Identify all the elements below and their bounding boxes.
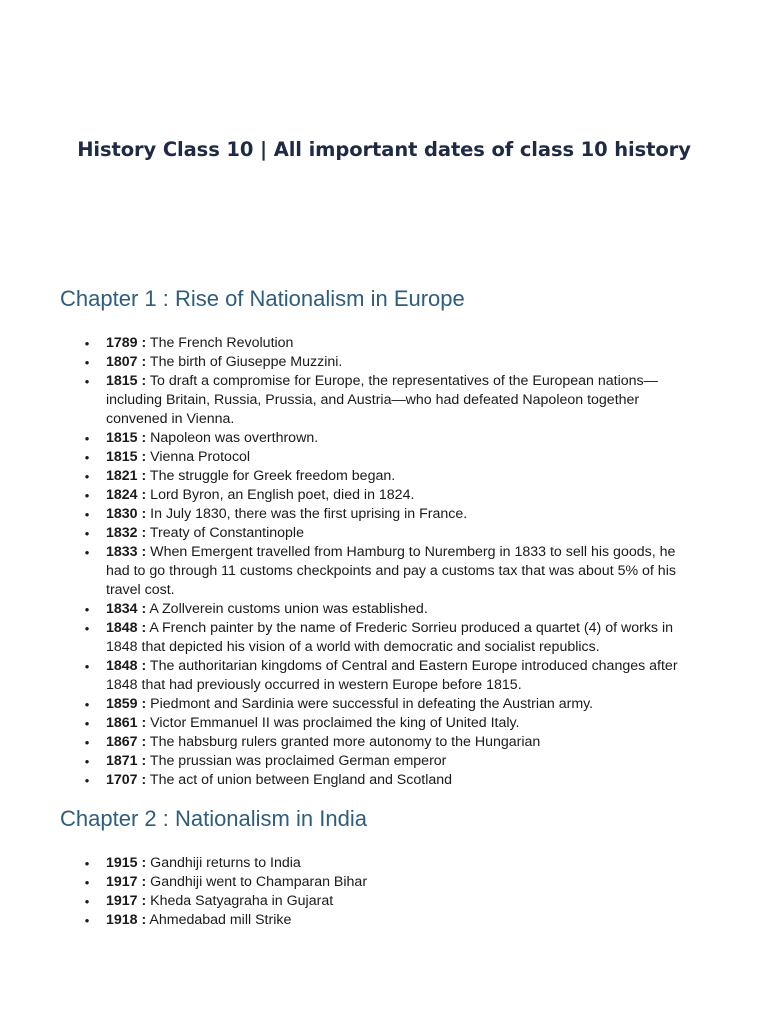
event-description: Napoleon was overthrown. [146,430,319,446]
date-list-item [0,854,680,873]
bullet-icon: • [84,355,90,370]
event-description: Lord Byron, an English poet, died in 1824. [146,487,415,503]
event-description: The act of union between England and Scotland [146,772,453,788]
event-description: Piedmont and Sardinia were successful in defeating the Austrian army. [146,696,594,712]
event-description: Ahmedabad mill Strike [146,912,292,928]
bullet-icon: • [84,488,90,503]
date-list-item [0,429,680,448]
event-year: 1867 : [106,734,147,750]
bullet-icon: • [84,875,90,890]
event-description: The habsburg rulers granted more autonomy to the Hungarian [146,734,541,750]
event-year: 1848 : [106,658,147,674]
page-title: History Class 10 | All important dates of class 10 history [77,138,691,161]
event-year: 1815 : [106,430,147,446]
event-year: 1789 : [106,335,147,351]
bullet-icon: • [84,374,90,389]
date-list-item [0,771,680,790]
bullet-icon: • [84,754,90,769]
bullet-icon: • [84,697,90,712]
event-year: 1848 : [106,620,147,636]
bullet-icon: • [84,469,90,484]
date-list-item [0,733,680,752]
event-year: 1707 : [106,772,147,788]
event-description: The prussian was proclaimed German emperor [146,753,447,769]
bullet-icon: • [84,545,90,560]
event-description: The birth of Giuseppe Muzzini. [146,354,343,370]
date-list-item [0,505,680,524]
bullet-icon: • [84,716,90,731]
event-description: Treaty of Constantinople [146,525,304,541]
bullet-icon: • [84,450,90,465]
event-year: 1834 : [106,601,147,617]
date-list-item [0,543,680,600]
date-list-item [0,695,680,714]
date-list-item [0,600,680,619]
event-description: A Zollverein customs union was established. [146,601,428,617]
date-list-item [0,657,680,695]
event-description: When Emergent travelled from Hamburg to Nuremberg in 1833 to sell his goods, he had to go through 11 customs checkpoints and pay a customs tax that was about 5% of his travel cost. [106,544,676,598]
event-year: 1821 : [106,468,147,484]
chapter-2-heading: Chapter 2 : Nationalism in India [60,806,367,831]
bullet-icon: • [84,894,90,909]
event-year: 1859 : [106,696,147,712]
date-list-item [0,892,680,911]
date-list-item [0,448,680,467]
date-list-item [0,873,680,892]
event-year: 1832 : [106,525,147,541]
event-description: In July 1830, there was the first uprising in France. [146,506,468,522]
date-list-item [0,911,680,930]
event-description: The authoritarian kingdoms of Central and Eastern Europe introduced changes after 1848 that had previously occurred in western Europe before 1815. [106,658,678,693]
event-year: 1815 : [106,373,147,389]
event-description: The struggle for Greek freedom began. [146,468,396,484]
bullet-icon: • [84,507,90,522]
bullet-icon: • [84,431,90,446]
bullet-icon: • [84,735,90,750]
bullet-icon: • [84,621,90,636]
event-year: 1861 : [106,715,147,731]
date-list-item [0,524,680,543]
date-list-item [0,334,680,353]
chapter-1-heading: Chapter 1 : Rise of Nationalism in Europe [60,286,465,311]
bullet-icon: • [84,773,90,788]
event-description: To draft a compromise for Europe, the representatives of the European nations—including Britain, Russia, Prussia, and Austria—who had defeated Napoleon together convened in Vienna. [106,373,658,427]
event-description: Kheda Satyagraha in Gujarat [146,893,334,909]
date-list-item [0,467,680,486]
bullet-icon: • [84,526,90,541]
date-list-item [0,486,680,505]
event-description: Gandhiji went to Champaran Bihar [146,874,368,890]
event-description: The French Revolution [146,335,294,351]
event-description: Gandhiji returns to India [146,855,301,871]
bullet-icon: • [84,336,90,351]
event-year: 1830 : [106,506,147,522]
bullet-icon: • [84,856,90,871]
date-list-item [0,714,680,733]
date-list-item [0,353,680,372]
event-year: 1807 : [106,354,147,370]
event-description: Vienna Protocol [146,449,251,465]
event-year: 1918 : [106,912,147,928]
event-year: 1824 : [106,487,147,503]
chapter-1-date-list [0,334,680,790]
event-year: 1815 : [106,449,147,465]
chapter-2-date-list [0,854,680,930]
event-year: 1915 : [106,855,147,871]
event-year: 1871 : [106,753,147,769]
event-year: 1833 : [106,544,147,560]
date-list-item [0,752,680,771]
event-year: 1917 : [106,874,147,890]
event-year: 1917 : [106,893,147,909]
date-list-item [0,619,680,657]
bullet-icon: • [84,913,90,928]
date-list-item [0,372,680,429]
bullet-icon: • [84,602,90,617]
event-description: Victor Emmanuel II was proclaimed the king of United Italy. [146,715,520,731]
event-description: A French painter by the name of Frederic Sorrieu produced a quartet (4) of works in 1848 that depicted his vision of a world with democratic and socialist republics. [106,620,674,655]
bullet-icon: • [84,659,90,674]
